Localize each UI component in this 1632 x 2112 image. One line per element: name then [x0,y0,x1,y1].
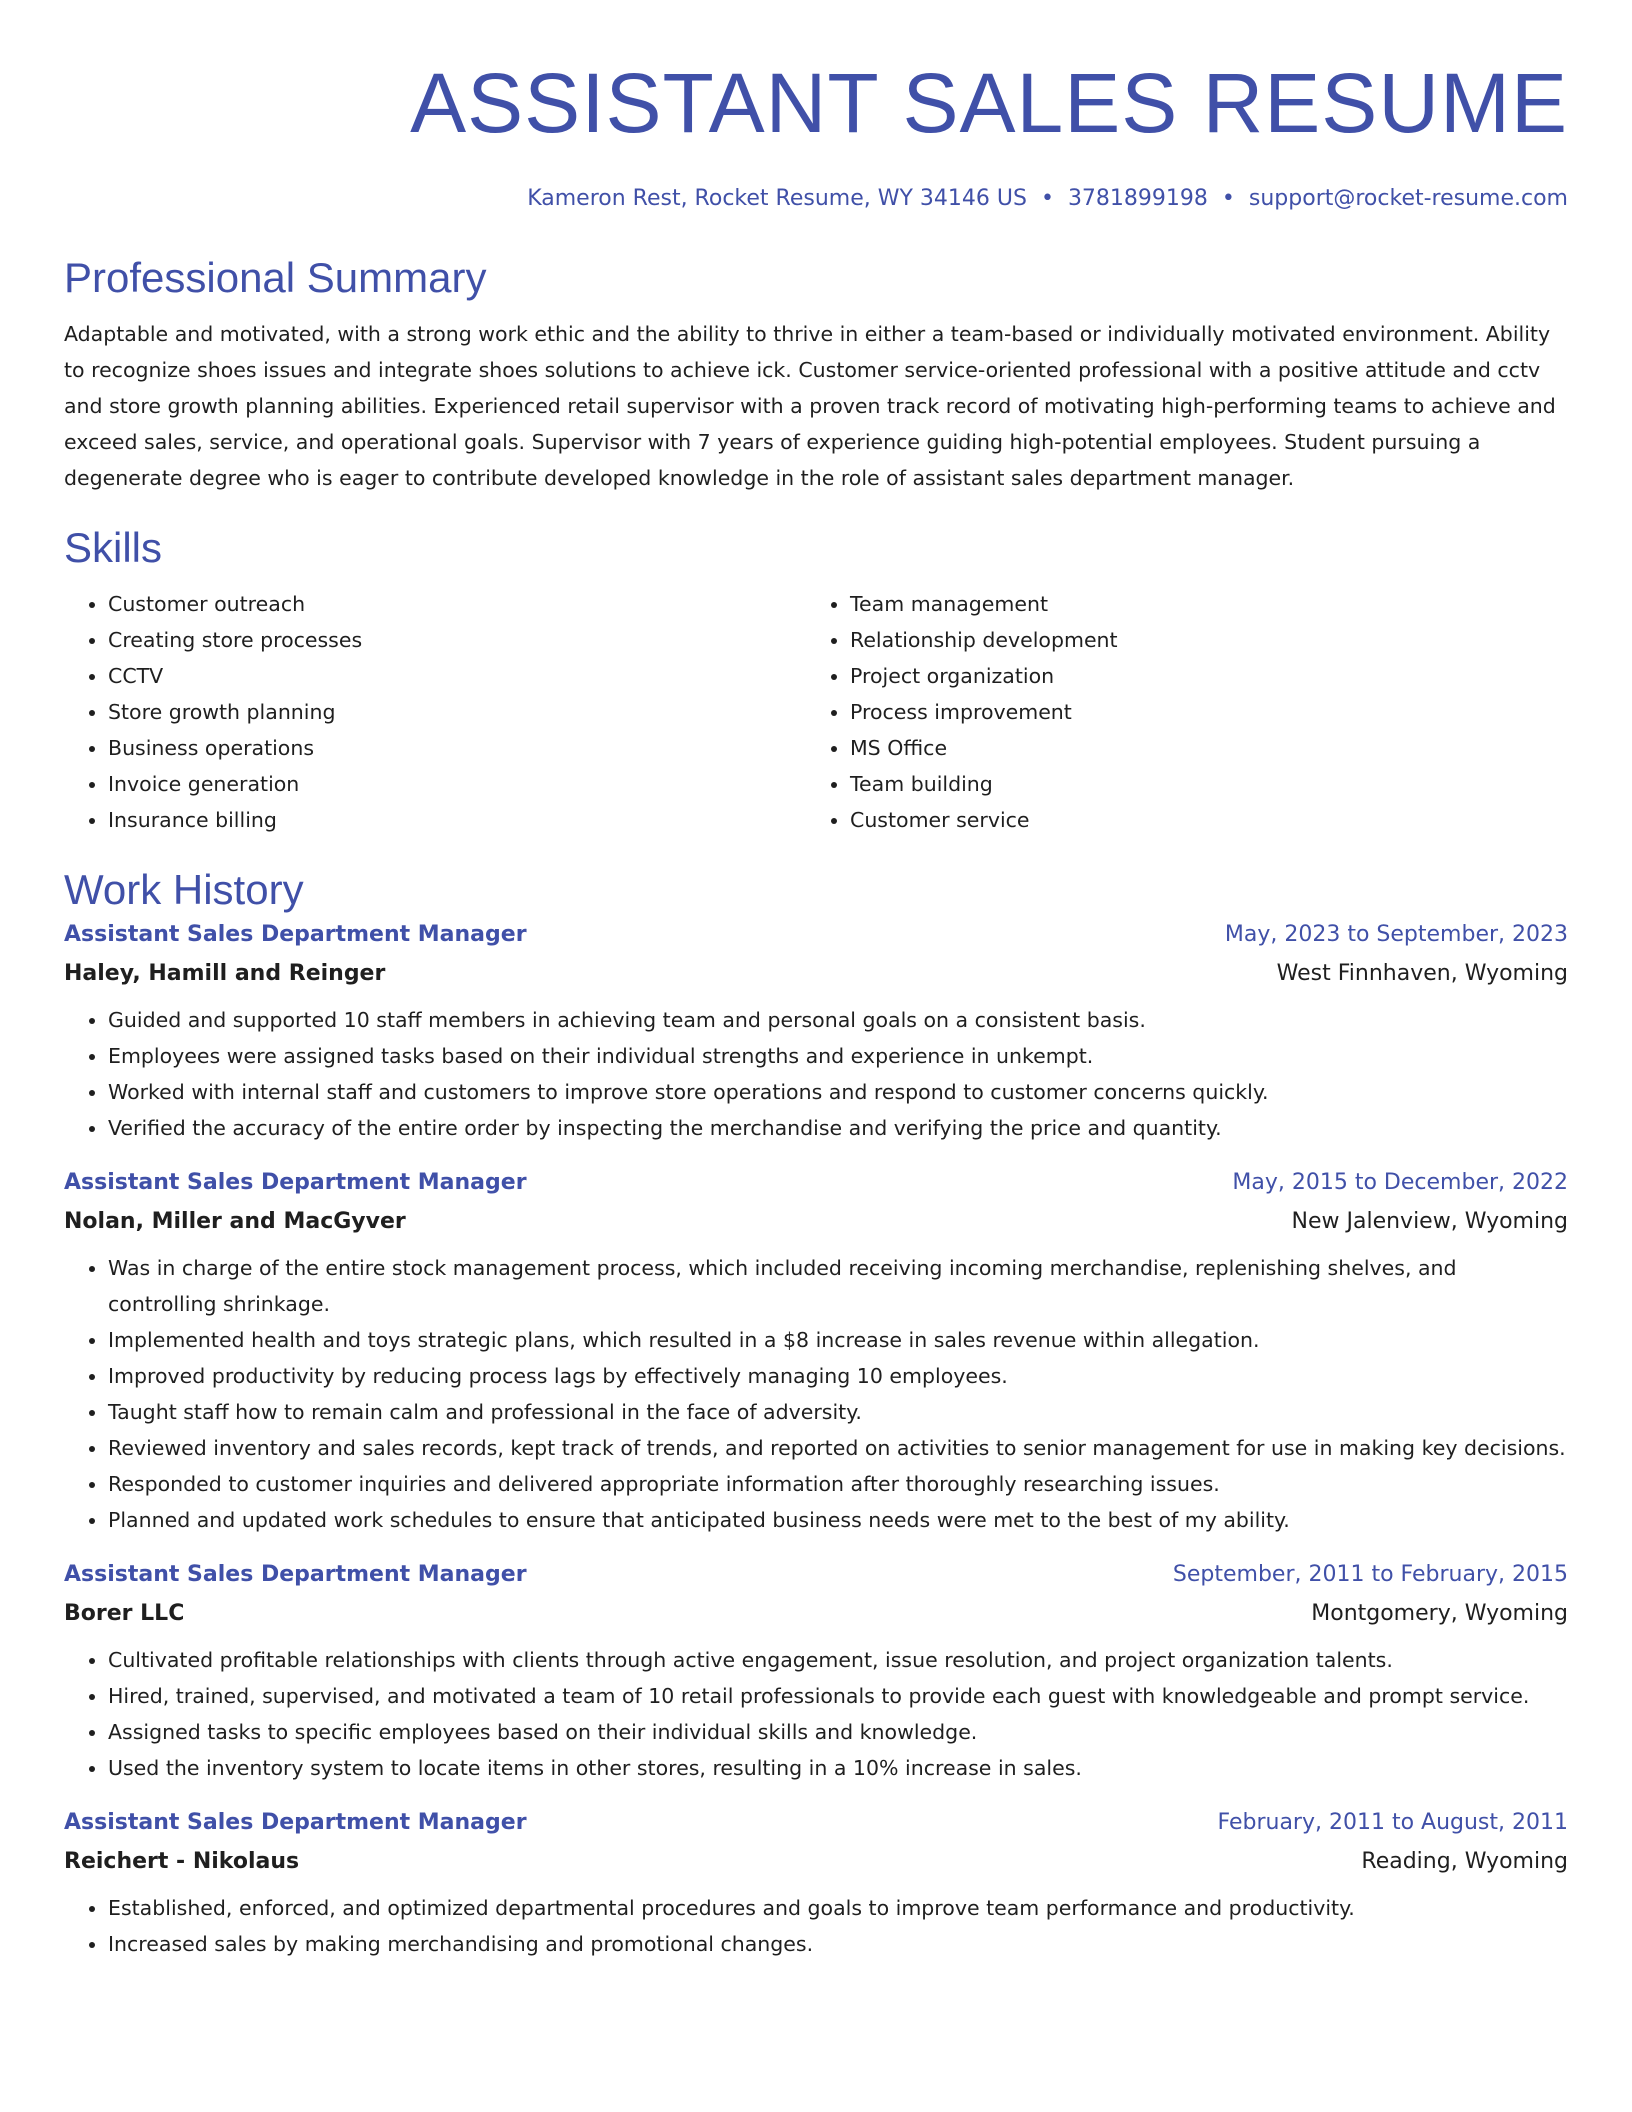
job-bullet: • Cultivated profitable relationships with clients through active engagement, issue resolution, and project organization talents. [108,1642,1568,1678]
job-company: Reichert - Nikolaus [64,1849,300,1874]
job-bullet: • Used the inventory system to locate items in other stores, resulting in a 10% increase in sales. [108,1750,1568,1786]
job-entry [64,916,1568,1146]
resume-title: ASSISTANT SALES RESUME [410,56,1568,150]
job-company: Nolan, Miller and MacGyver [64,1209,406,1234]
job-title: Assistant Sales Department Manager [64,1562,527,1587]
skills-list-right [806,586,1548,838]
job-bullet: • Improved productivity by reducing process lags by effectively managing 10 employees. [108,1358,1568,1394]
job-bullets [64,1250,1568,1538]
job-company-row [64,1842,1568,1882]
skill-item: • MS Office [850,730,1548,766]
contact-line [64,184,1568,214]
job-bullet: • Taught staff how to remain calm and professional in the face of adversity. [108,1394,1568,1430]
job-bullet: • Guided and supported 10 staff members in achieving team and personal goals on a consistent basis. [108,1002,1568,1038]
job-dates: September, 2011 to February, 2015 [1172,1562,1568,1587]
skill-item: • Creating store processes [108,622,806,658]
job-location: West Finnhaven, Wyoming [1276,961,1568,986]
job-entry [64,1556,1568,1786]
job-title-row [64,916,1568,954]
job-title-row [64,1804,1568,1842]
job-bullets [64,1002,1568,1146]
job-bullet: • Employees were assigned tasks based on their individual strengths and experience in unkempt. [108,1038,1568,1074]
job-company-row [64,1202,1568,1242]
skill-item: • Customer service [850,802,1548,838]
skill-item: • Store growth planning [108,694,806,730]
skill-item: • Customer outreach [108,586,806,622]
job-bullet: • Verified the accuracy of the entire order by inspecting the merchandise and verifying the price and quantity. [108,1110,1568,1146]
job-bullet: • Increased sales by making merchandising and promotional changes. [108,1926,1568,1962]
skill-item: • Process improvement [850,694,1548,730]
contact-separator: • [1221,186,1235,211]
skill-item: • Team management [850,586,1548,622]
job-company-row [64,1594,1568,1634]
skills-heading: Skills [64,524,163,571]
contact-separator: • [1040,186,1054,211]
summary-heading: Professional Summary [64,254,487,301]
skill-item: • Insurance billing [108,802,806,838]
skill-item: • Project organization [850,658,1548,694]
skill-item: • Relationship development [850,622,1548,658]
contact-email: support@rocket-resume.com [1248,186,1568,211]
resume-header [64,48,1568,214]
job-title-row [64,1556,1568,1594]
job-bullet: • Worked with internal staff and customers to improve store operations and respond to customer concerns quickly. [108,1074,1568,1110]
job-entry [64,1804,1568,1962]
job-title: Assistant Sales Department Manager [64,922,527,947]
job-title: Assistant Sales Department Manager [64,1170,527,1195]
job-bullet: • Responded to customer inquiries and delivered appropriate information after thoroughly researching issues. [108,1466,1568,1502]
job-bullet: • Reviewed inventory and sales records, kept track of trends, and reported on activities to senior management for use in making key decisions. [108,1430,1568,1466]
job-bullet: • Assigned tasks to specific employees based on their individual skills and knowledge. [108,1714,1568,1750]
job-bullet: • Implemented health and toys strategic plans, which resulted in a $8 increase in sales revenue within allegation. [108,1322,1568,1358]
job-bullets [64,1890,1568,1962]
job-location: New Jalenview, Wyoming [1291,1209,1568,1234]
job-entry [64,1164,1568,1538]
job-dates: February, 2011 to August, 2011 [1217,1810,1568,1835]
job-bullet: • Hired, trained, supervised, and motivated a team of 10 retail professionals to provide each guest with knowledgeable and prompt service. [108,1678,1568,1714]
job-title-row [64,1164,1568,1202]
contact-address: Kameron Rest, Rocket Resume, WY 34146 US [527,186,1027,211]
skills-list-left [64,586,806,838]
skill-item: • CCTV [108,658,806,694]
work-history-heading: Work History [64,866,304,913]
skills-columns [64,586,1568,838]
skill-item: • Team building [850,766,1548,802]
job-dates: May, 2015 to December, 2022 [1232,1170,1568,1195]
job-bullet: • Established, enforced, and optimized departmental procedures and goals to improve team performance and productivity. [108,1890,1568,1926]
job-company-row [64,954,1568,994]
job-company: Haley, Hamill and Reinger [64,961,386,986]
skill-item: • Invoice generation [108,766,806,802]
job-bullet: • Was in charge of the entire stock management process, which included receiving incoming merchandise, replenishing shelves, and controlling shrinkage. [108,1250,1568,1322]
summary-text: Adaptable and motivated, with a strong work ethic and the ability to thrive in either a team-based or individually motivated environment. Ability to recognize shoes issues and integrate shoes solutions to achieve ick. Customer service-oriented professional with a positive attitude and cctv and store growth planning abilities. Experienced retail supervisor with a proven track record of motivating high-performing teams to achieve and exceed sales, service, and operational goals. Supervisor with 7 years of experience guiding high-potential employees. Student pursuing a degenerate degree who is eager to contribute developed knowledge in the role of assistant sales department manager. [64,322,1556,490]
job-dates: May, 2023 to September, 2023 [1224,922,1568,947]
job-location: Montgomery, Wyoming [1311,1601,1568,1626]
job-location: Reading, Wyoming [1361,1849,1568,1874]
skill-item: • Business operations [108,730,806,766]
job-company: Borer LLC [64,1601,185,1626]
job-title: Assistant Sales Department Manager [64,1810,527,1835]
contact-phone: 3781899198 [1067,186,1208,211]
job-bullet: • Planned and updated work schedules to ensure that anticipated business needs were met to the best of my ability. [108,1502,1568,1538]
job-bullets [64,1642,1568,1786]
